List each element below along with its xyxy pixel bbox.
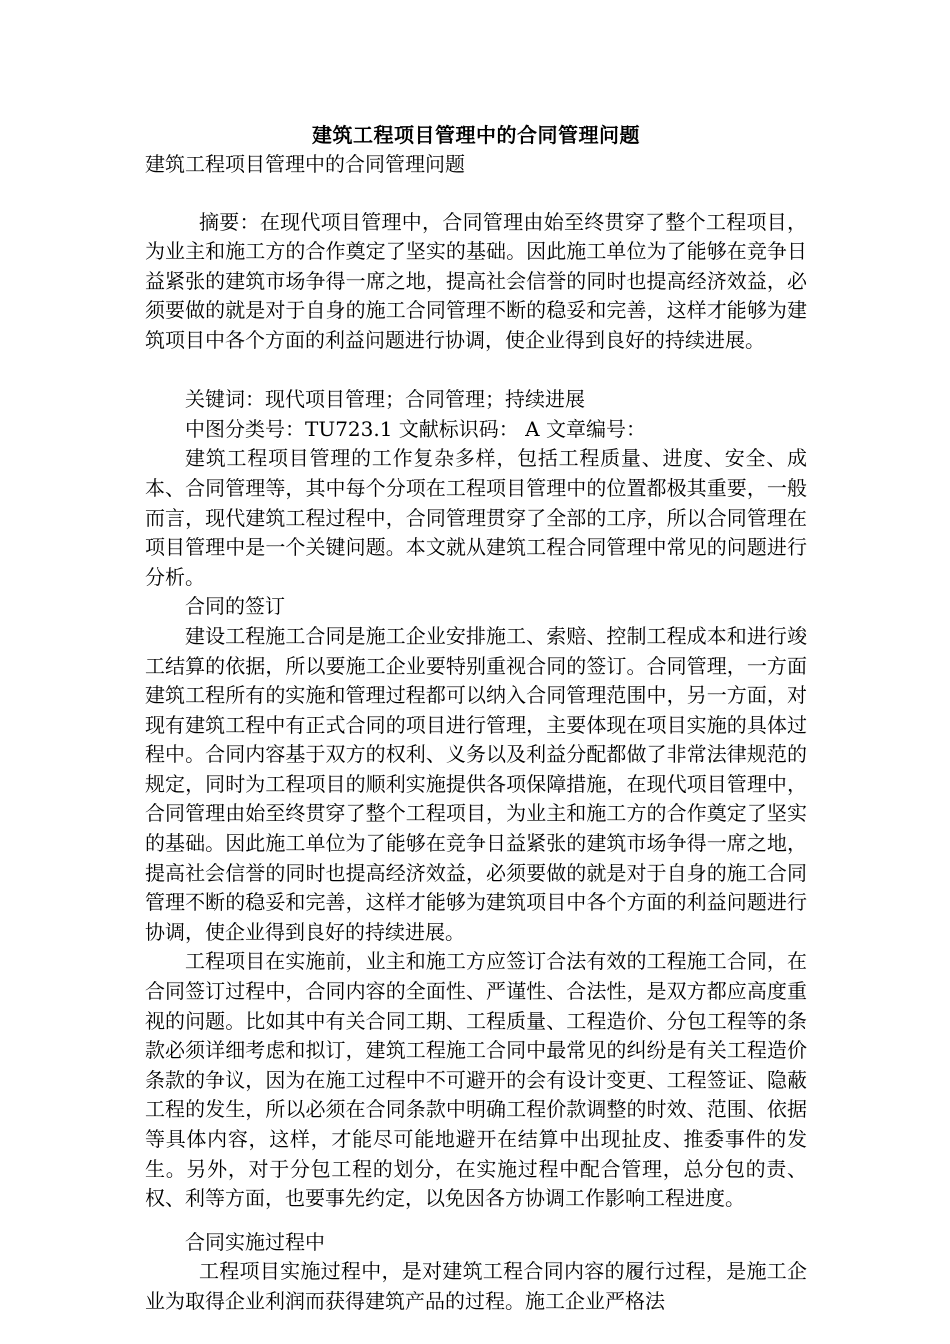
section-heading-implementation: 合同实施过程中 xyxy=(185,1229,325,1254)
document-title: 建筑工程项目管理中的合同管理问题 xyxy=(312,123,640,147)
section-implementation-paragraph-1: 工程项目实施过程中，是对建筑工程合同内容的履行过程，是施工企业为取得企业利润而获得建筑产品的过程。施工企业严格法 xyxy=(145,1259,807,1313)
document-page xyxy=(145,120,807,1317)
spacer xyxy=(145,1214,807,1228)
spacer xyxy=(145,178,807,208)
intro-paragraph: 建筑工程项目管理的工作复杂多样，包括工程质量、进度、安全、成本、合同管理等，其中每个分项在工程项目管理中的位置都极其重要，一般而言，现代建筑工程过程中，合同管理贯穿了全部的工序，所以合同管理在项目管理中是一个关键问题。本文就从建筑工程合同管理中常见的问题进行分析。 xyxy=(145,446,807,589)
section-signing-paragraph-1: 建设工程施工合同是施工企业安排施工、索赔、控制工程成本和进行竣工结算的依据，所以要施工企业要特别重视合同的签订。合同管理，一方面建筑工程所有的实施和管理过程都可以纳入合同管理范围中，另一方面，对现有建筑工程中有正式合同的项目进行管理，主要体现在项目实施的具体过程中。合同内容基于双方的权利、义务以及利益分配都做了非常法律规范的规定，同时为工程项目的顺利实施提供各项保障措施，在现代项目管理中，合同管理由始至终贯穿了整个工程项目，为业主和施工方的合作奠定了坚实的基础。因此施工单位为了能够在竞争日益紧张的建筑市场争得一席之地，提高社会信誉的同时也提高经济效益，必须要做的就是对于自身的施工合同管理不断的稳妥和完善，这样才能够为建筑项目中各个方面的利益问题进行协调，使企业得到良好的持续进展。 xyxy=(145,623,807,944)
spacer xyxy=(145,356,807,386)
abstract-paragraph: 摘要：在现代项目管理中，合同管理由始至终贯穿了整个工程项目，为业主和施工方的合作奠定了坚实的基础。因此施工单位为了能够在竞争日益紧张的建筑市场争得一席之地，提高社会信誉的同时也提高经济效益，必须要做的就是对于自身的施工合同管理不断的稳妥和完善，这样才能够为建筑项目中各个方面的利益问题进行协调，使企业得到良好的持续进展。 xyxy=(145,209,807,352)
keywords-line: 关键词：现代项目管理；合同管理；持续进展 xyxy=(185,387,585,412)
classification-line: 中图分类号：TU723.1 文献标识码： A 文章编号： xyxy=(185,416,646,441)
document-subtitle: 建筑工程项目管理中的合同管理问题 xyxy=(145,152,465,176)
section-signing-paragraph-2: 工程项目在实施前，业主和施工方应签订合法有效的工程施工合同，在合同签订过程中，合同内容的全面性、严谨性、合法性，是双方都应高度重视的问题。比如其中有关合同工期、工程质量、工程造价、分包工程等的条款必须详细考虑和拟订，建筑工程施工合同中最常见的纠纷是有关工程造价条款的争议，因为在施工过程中不可避开的会有设计变更、工程签证、隐蔽工程的发生，所以必须在合同条款中明确工程价款调整的时效、范围、依据等具体内容，这样，才能尽可能地避开在结算中出现扯皮、推委事件的发生。另外，对于分包工程的划分，在实施过程中配合管理，总分包的责、权、利等方面，也要事先约定，以免因各方协调工作影响工程进度。 xyxy=(145,949,807,1211)
section-heading-signing: 合同的签订 xyxy=(185,594,285,619)
